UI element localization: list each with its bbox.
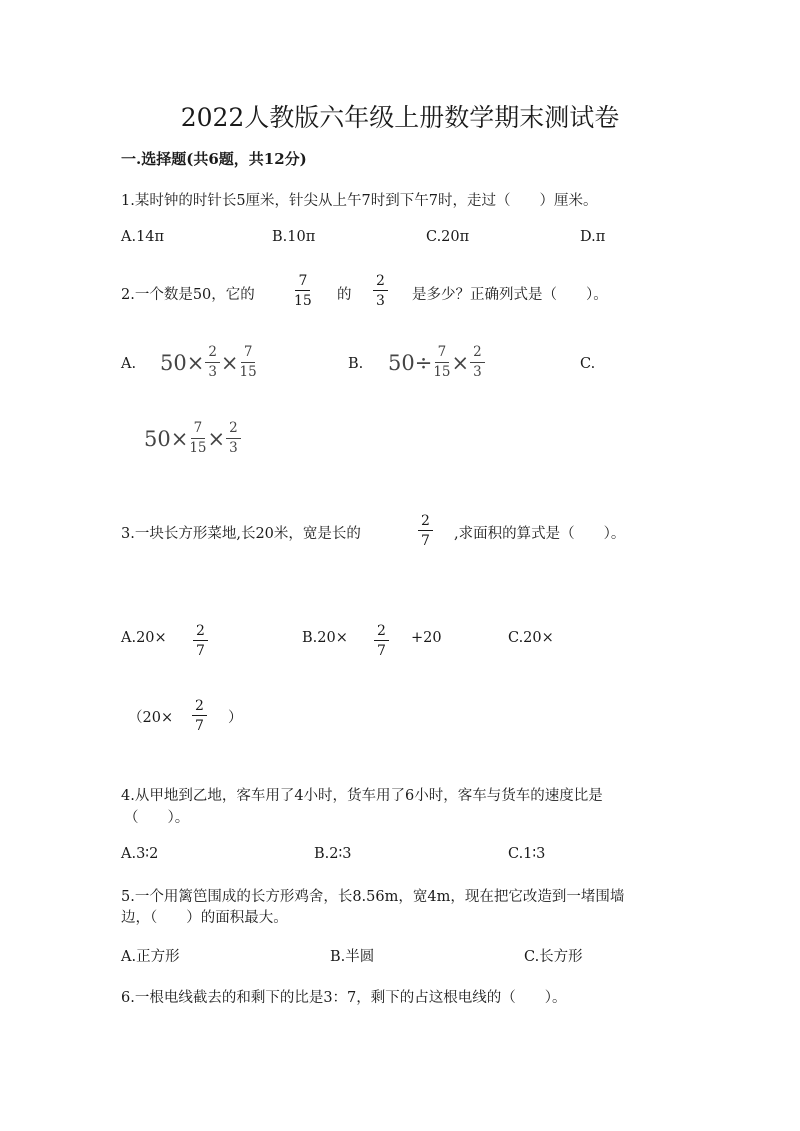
fraction-denominator: 3 bbox=[376, 293, 385, 309]
fraction-numerator: 7 bbox=[241, 346, 256, 363]
fraction-denominator: 7 bbox=[421, 533, 430, 549]
expression-fraction-2 bbox=[226, 422, 241, 455]
q3-option-c-continued: （20× bbox=[128, 710, 174, 726]
fraction-numerator: 2 bbox=[470, 346, 485, 363]
fraction-denominator: 7 bbox=[377, 643, 386, 659]
q4-option-b: B.2∶3 bbox=[314, 846, 352, 862]
fraction-numerator: 7 bbox=[295, 274, 310, 291]
fraction-numerator: 7 bbox=[191, 422, 206, 439]
q3-option-c: C.20× bbox=[508, 630, 554, 646]
expression-fraction-2 bbox=[240, 346, 257, 379]
expression-fraction-1 bbox=[205, 346, 220, 379]
page-title: 2022人教版六年级上册数学期末测试卷 bbox=[180, 103, 620, 132]
expression-fraction-1 bbox=[189, 422, 206, 455]
expression-operator: × bbox=[220, 350, 239, 375]
q5-option-a: A.正方形 bbox=[121, 949, 180, 965]
q2-option-c-label: C. bbox=[580, 356, 596, 372]
question-5-line-2: 边，（ ）的面积最大。 bbox=[121, 910, 288, 926]
fraction-denominator: 3 bbox=[208, 363, 217, 380]
q3-option-a-fraction bbox=[193, 624, 208, 658]
q3-option-b-fraction bbox=[374, 624, 389, 658]
q2-option-a-expression bbox=[160, 346, 258, 379]
question-4-line-2: （ ）。 bbox=[124, 810, 190, 826]
fraction-denominator: 15 bbox=[189, 439, 207, 456]
q1-option-d: D.π bbox=[580, 229, 606, 245]
question-2-mid: 的 bbox=[337, 287, 352, 303]
expression-lead: 50× bbox=[144, 426, 189, 451]
fraction-numerator: 7 bbox=[435, 346, 450, 363]
section-heading: 一.选择题(共6题，共12分) bbox=[121, 150, 307, 168]
q4-option-c: C.1∶3 bbox=[508, 846, 546, 862]
question-2-suffix: 是多少？正确列式是（ ）。 bbox=[412, 287, 608, 303]
fraction-denominator: 15 bbox=[433, 363, 451, 380]
expression-fraction-1 bbox=[433, 346, 450, 379]
fraction-numerator: 2 bbox=[418, 514, 433, 531]
fraction-numerator: 2 bbox=[193, 624, 208, 641]
q3-option-b-tail: +20 bbox=[411, 630, 442, 646]
fraction-numerator: 2 bbox=[373, 274, 388, 291]
question-3-prefix: 3.一块长方形菜地,长20米，宽是长的 bbox=[121, 526, 361, 542]
q3-option-c-fraction bbox=[192, 699, 207, 733]
q5-option-c: C.长方形 bbox=[524, 949, 583, 965]
q3-option-b: B.20× bbox=[302, 630, 348, 646]
q1-option-a: A.14π bbox=[121, 229, 165, 245]
fraction-denominator: 15 bbox=[294, 293, 312, 309]
q2-option-a-label: A. bbox=[121, 356, 137, 372]
q2-fraction-2-3 bbox=[373, 274, 388, 308]
q2-option-b-label: B. bbox=[348, 356, 364, 372]
expression-operator: × bbox=[451, 350, 470, 375]
fraction-numerator: 2 bbox=[192, 699, 207, 716]
fraction-denominator: 7 bbox=[195, 718, 204, 734]
q2-option-c-expression bbox=[144, 422, 242, 455]
expression-lead: 50÷ bbox=[388, 350, 433, 375]
q3-fraction-2-7 bbox=[418, 514, 433, 548]
fraction-denominator: 3 bbox=[473, 363, 482, 380]
question-4-line-1: 4.从甲地到乙地，客车用了4小时，货车用了6小时，客车与货车的速度比是 bbox=[121, 788, 603, 804]
expression-fraction-2 bbox=[470, 346, 485, 379]
question-5-line-1: 5.一个用篱笆围成的长方形鸡舍，长8.56m，宽4m，现在把它改造到一堵围墙 bbox=[121, 889, 625, 905]
q1-option-b: B.10π bbox=[272, 229, 316, 245]
fraction-denominator: 15 bbox=[239, 363, 257, 380]
q2-fraction-7-15 bbox=[294, 274, 312, 308]
q3-option-a: A.20× bbox=[121, 630, 167, 646]
q5-option-b: B.半圆 bbox=[330, 949, 375, 965]
question-1-text: 1.某时钟的时针长5厘米，针尖从上午7时到下午7时，走过（ ）厘米。 bbox=[121, 193, 598, 209]
expression-lead: 50× bbox=[160, 350, 205, 375]
expression-operator: × bbox=[207, 426, 226, 451]
question-6-text: 6.一根电线截去的和剩下的比是3：7，剩下的占这根电线的（ ）。 bbox=[121, 990, 567, 1006]
q4-option-a: A.3∶2 bbox=[121, 846, 159, 862]
q2-option-b-expression bbox=[388, 346, 486, 379]
fraction-denominator: 7 bbox=[196, 643, 205, 659]
question-3-suffix: ,求面积的算式是（ ）。 bbox=[454, 526, 626, 542]
question-2-prefix: 2.一个数是50，它的 bbox=[121, 287, 255, 303]
fraction-denominator: 3 bbox=[229, 439, 238, 456]
fraction-numerator: 2 bbox=[226, 422, 241, 439]
fraction-numerator: 2 bbox=[374, 624, 389, 641]
fraction-numerator: 2 bbox=[205, 346, 220, 363]
q1-option-c: C.20π bbox=[426, 229, 470, 245]
q3-option-c-close: ） bbox=[228, 710, 243, 726]
